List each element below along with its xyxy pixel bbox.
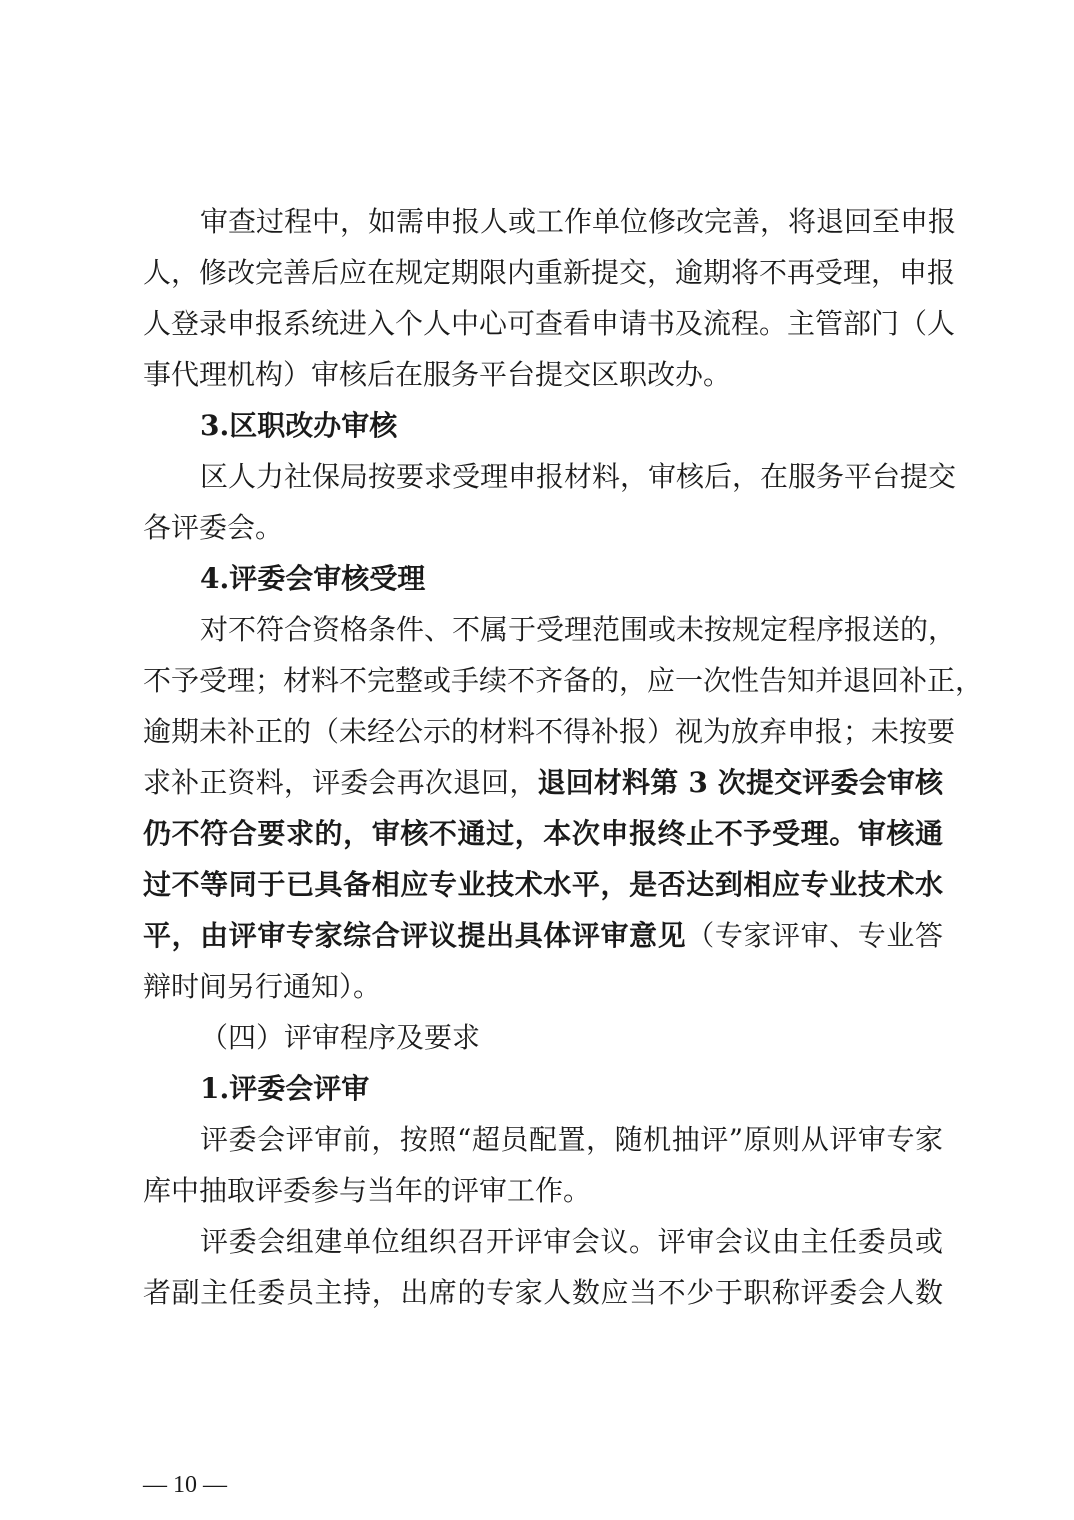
normal-text: 求补正资料，评委会再次退回， bbox=[143, 766, 538, 799]
bold-paragraph-line: 仍不符合要求的，审核不通过，本次申报终止不予受理。审核通 bbox=[143, 817, 943, 850]
paragraph-line: 评委会组建单位组织召开评审会议。评审会议由主任委员或 bbox=[200, 1225, 943, 1258]
paragraph-line: 区人力社保局按要求受理申报材料，审核后，在服务平台提交 bbox=[200, 460, 957, 493]
paragraph-line: 者副主任委员主持，出席的专家人数应当不少于职称评委会人数 bbox=[143, 1276, 943, 1309]
paragraph-line: 库中抽取评委参与当年的评审工作。 bbox=[143, 1174, 592, 1207]
page-number: — 10 — bbox=[143, 1472, 227, 1498]
paragraph-line: 人，修改完善后应在规定期限内重新提交，逾期将不再受理，申报 bbox=[143, 256, 956, 289]
paragraph-line: 对不符合资格条件、不属于受理范围或未按规定程序报送的， bbox=[200, 613, 957, 646]
paragraph-line: 各评委会。 bbox=[143, 511, 284, 544]
bold-text: 平，由评审专家综合评议提出具体评审意见 bbox=[143, 919, 687, 952]
section-heading: 1.评委会评审 bbox=[200, 1072, 370, 1105]
paragraph-line: 事代理机构）审核后在服务平台提交区职改办。 bbox=[143, 358, 732, 391]
paragraph-line: 审查过程中，如需申报人或工作单位修改完善，将退回至申报 bbox=[200, 205, 957, 238]
paragraph-line bbox=[143, 765, 943, 801]
paragraph-line: 评委会评审前，按照“超员配置，随机抽评”原则从评审专家 bbox=[200, 1123, 943, 1156]
section-heading: 4.评委会审核受理 bbox=[200, 562, 426, 595]
paragraph-line: 辩时间另行通知）。 bbox=[143, 970, 382, 1003]
bold-text: 退回材料第 3 次提交评委会审核 bbox=[537, 766, 943, 799]
section-heading: 3.区职改办审核 bbox=[200, 409, 398, 442]
paragraph-line: 逾期未补正的（未经公示的材料不得补报）视为放弃申报；未按要 bbox=[143, 715, 956, 748]
section-title: （四）评审程序及要求 bbox=[200, 1021, 481, 1054]
paragraph-line: 不予受理；材料不完整或手续不齐备的，应一次性告知并退回补正， bbox=[143, 664, 984, 697]
bold-paragraph-line: 过不等同于已具备相应专业技术水平，是否达到相应专业技术水 bbox=[143, 868, 943, 901]
paragraph-line bbox=[143, 918, 943, 954]
normal-text: （专家评审、专业答 bbox=[686, 919, 943, 952]
paragraph-line: 人登录申报系统进入个人中心可查看申请书及流程。主管部门（人 bbox=[143, 307, 956, 340]
